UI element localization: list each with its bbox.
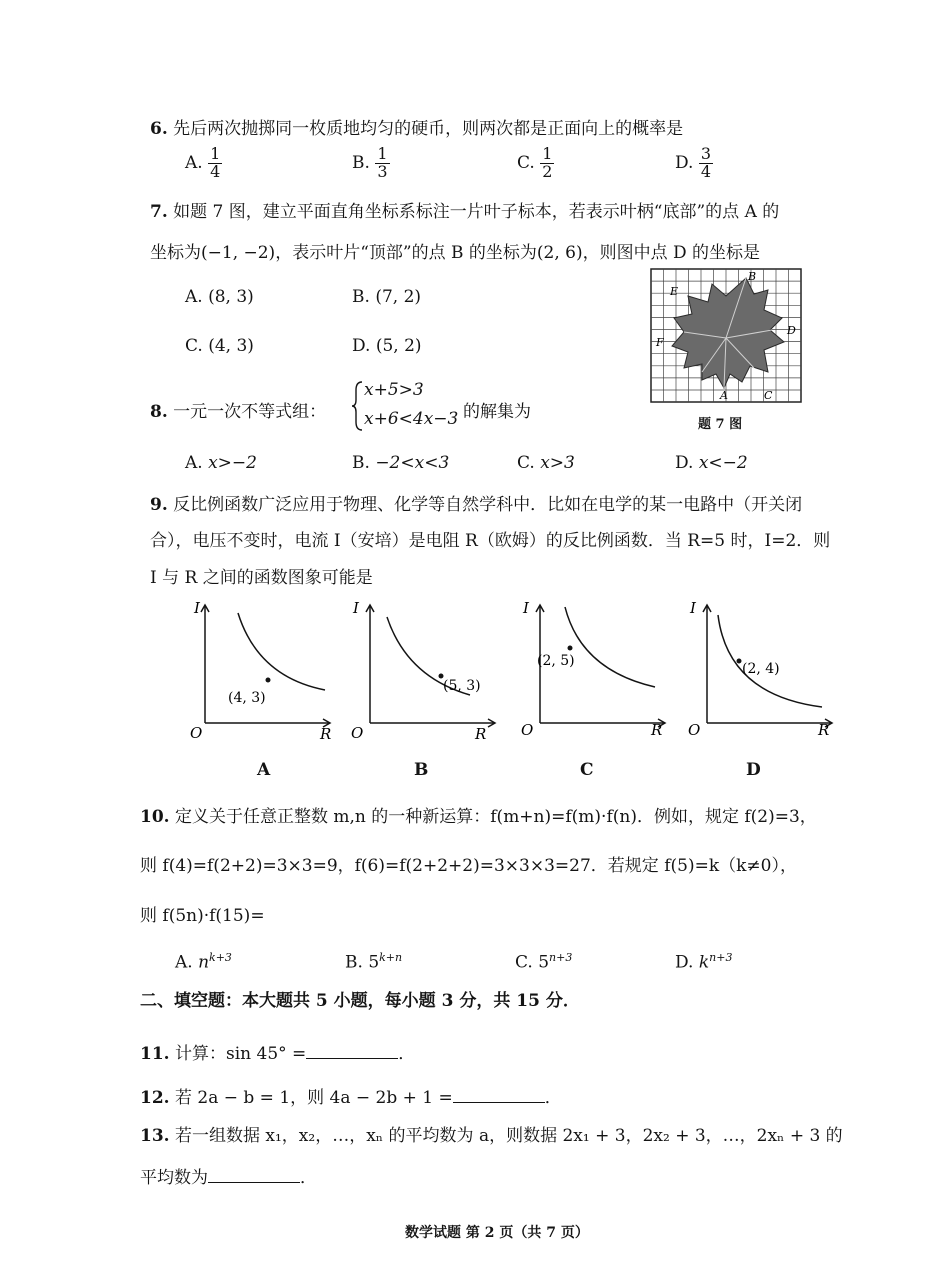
q9-text: 反比例函数广泛应用于物理、化学等自然学科中．比如在电学的某一电路中（开关闭 xyxy=(173,495,803,515)
fraction: $\frac{1}{2}$ xyxy=(542,144,553,181)
q6-text: 先后两次抛掷同一枚质地均匀的硬币，则两次都是正面向上的概率是 xyxy=(173,119,684,139)
q6-option-a[interactable] xyxy=(185,146,222,181)
origin-label: O xyxy=(190,724,203,742)
q9-graph-c-label: C xyxy=(580,760,594,780)
q8-inequality-2: x+6<4x−3 xyxy=(364,409,459,429)
curve xyxy=(238,613,325,690)
q9-graph-a-label: A xyxy=(257,760,271,780)
q8-inequality-1: x+5>3 xyxy=(364,380,424,400)
brace-icon xyxy=(350,380,364,432)
point-label: (4, 3) xyxy=(228,690,266,706)
point-label-f: F xyxy=(656,336,664,349)
q9-line3: I 与 R 之间的函数图象可能是 xyxy=(150,568,373,588)
curve xyxy=(565,607,655,687)
point-label-d: D xyxy=(787,324,796,337)
q7-number: 7. xyxy=(150,202,168,222)
q8-number: 8. xyxy=(150,402,168,422)
q10-number: 10. xyxy=(140,807,170,827)
option-label: C. xyxy=(517,152,535,173)
q10-text: 定义关于任意正整数 m,n 的一种新运算：f(m+n)=f(m)·f(n)．例如，规定 f(2)=3， xyxy=(174,807,817,827)
q10-line2: 则 f(4)=f(2+2)=3×3=9，f(6)=f(2+2+2)=3×3×3=27．若规定 f(5)=k（k≠0）， xyxy=(140,856,797,876)
q11-answer-blank[interactable] xyxy=(306,1044,398,1059)
fraction: $\frac{1}{4}$ xyxy=(210,144,221,181)
q8-option-c[interactable]: C. x>3 xyxy=(517,453,575,473)
point-label-c: C xyxy=(764,389,773,402)
point-label-e: E xyxy=(670,285,679,298)
q13-text: 若一组数据 x₁，x₂，…，xₙ 的平均数为 a，则数据 2x₁ + 3，2x₂ + 3，…，2xₙ + 3 的 xyxy=(174,1126,843,1146)
q7-text: 如题 7 图，建立平面直角坐标系标注一片叶子标本，若表示叶柄“底部”的点 A 的 xyxy=(173,202,780,222)
origin-label: O xyxy=(351,724,364,742)
fraction: $\frac{3}{4}$ xyxy=(700,144,712,181)
q10-option-b[interactable]: B. $5^{k+n}$ xyxy=(345,951,403,973)
q6-option-c[interactable] xyxy=(517,146,554,181)
q13-line1 xyxy=(140,1121,843,1146)
q8-option-b[interactable]: B. −2<x<3 xyxy=(352,453,450,473)
q7-leaf-figure xyxy=(650,268,802,403)
q8-text: 一元一次不等式组： xyxy=(173,402,327,422)
q10-line1 xyxy=(140,802,817,827)
q8-option-d[interactable]: D. x<−2 xyxy=(675,453,748,473)
fraction: $\frac{1}{3}$ xyxy=(377,144,388,181)
q10-option-c[interactable]: C. $5^{n+3}$ xyxy=(515,951,573,973)
point-label: (5, 3) xyxy=(443,678,481,694)
q7-option-a[interactable]: A. (8, 3) xyxy=(185,287,254,307)
origin-label: O xyxy=(688,721,701,739)
axes xyxy=(201,605,330,727)
q7-option-d[interactable]: D. (5, 2) xyxy=(352,336,422,356)
q6-number: 6. xyxy=(150,119,168,139)
point-label: (2, 4) xyxy=(742,661,780,677)
q11: 11. 计算：sin 45° = ． xyxy=(140,1044,416,1064)
q12-number: 12. xyxy=(140,1088,170,1108)
q9-number: 9. xyxy=(150,495,168,515)
q9-graph-b[interactable] xyxy=(345,595,505,745)
q6-option-b[interactable] xyxy=(352,146,390,181)
q6-option-d[interactable] xyxy=(675,146,713,181)
q7-option-b[interactable]: B. (7, 2) xyxy=(352,287,422,307)
q9-graph-d-label: D xyxy=(746,760,761,780)
axes xyxy=(366,605,495,727)
q7-line1 xyxy=(150,197,779,222)
q6-stem xyxy=(150,114,683,139)
point-dot xyxy=(266,678,271,683)
section-2-heading: 二、填空题：本大题共 5 小题，每小题 3 分，共 15 分． xyxy=(140,991,580,1011)
option-label: A. xyxy=(185,152,203,173)
q12-answer-blank[interactable] xyxy=(453,1088,545,1103)
x-axis-label: R xyxy=(320,725,332,743)
q12: 12. 若 2a − b = 1，则 4a − 2b + 1 = ． xyxy=(140,1088,562,1108)
y-axis-label: I xyxy=(194,599,200,617)
q13-line2: 平均数为 ． xyxy=(140,1168,317,1188)
q13-number: 13. xyxy=(140,1126,170,1146)
page-footer: 数学试题 第 2 页（共 7 页） xyxy=(405,1225,589,1241)
y-axis-label: I xyxy=(690,599,696,617)
q12-text: 若 2a − b = 1，则 4a − 2b + 1 = xyxy=(174,1088,453,1108)
q9-line2: 合），电压不变时，电流 I（安培）是电阻 R（欧姆）的反比例函数．当 R=5 时，I=2．则 xyxy=(150,531,831,551)
q9-graph-d[interactable] xyxy=(682,595,842,745)
q10-option-d[interactable]: D. $k^{n+3}$ xyxy=(675,951,733,973)
q11-number: 11. xyxy=(140,1044,170,1064)
x-axis-label: R xyxy=(475,725,487,743)
point-label-a: A xyxy=(720,389,728,402)
point-label-b: B xyxy=(748,270,757,283)
x-axis-label: R xyxy=(818,721,830,739)
q13-answer-blank[interactable] xyxy=(208,1168,300,1183)
q8-stem-prefix xyxy=(150,397,326,422)
point-dot xyxy=(737,659,742,664)
q8-option-a[interactable]: A. x>−2 xyxy=(185,453,257,473)
point-label: (2, 5) xyxy=(537,653,575,669)
y-axis-label: I xyxy=(523,599,529,617)
x-axis-label: R xyxy=(651,721,663,739)
point-dot xyxy=(568,646,573,651)
option-label: D. xyxy=(675,152,694,173)
q9-graph-b-label: B xyxy=(414,760,429,780)
option-label: B. xyxy=(352,152,370,173)
q10-option-a[interactable]: A. $n^{k+3}$ xyxy=(175,951,232,973)
q7-option-c[interactable]: C. (4, 3) xyxy=(185,336,254,356)
origin-label: O xyxy=(521,721,534,739)
q7-figure-caption: 题 7 图 xyxy=(698,417,743,432)
q9-line1 xyxy=(150,490,802,515)
q8-stem-suffix: 的解集为 xyxy=(463,402,531,422)
q9-graph-a[interactable] xyxy=(180,595,340,745)
q9-graph-c[interactable] xyxy=(515,595,675,745)
q11-text: 计算：sin 45° = xyxy=(174,1044,307,1064)
q7-line2: 坐标为(−1, −2)，表示叶片“顶部”的点 B 的坐标为(2, 6)，则图中点 D 的坐标是 xyxy=(150,243,761,263)
q10-line3: 则 f(5n)·f(15)= xyxy=(140,906,265,926)
y-axis-label: I xyxy=(353,599,359,617)
